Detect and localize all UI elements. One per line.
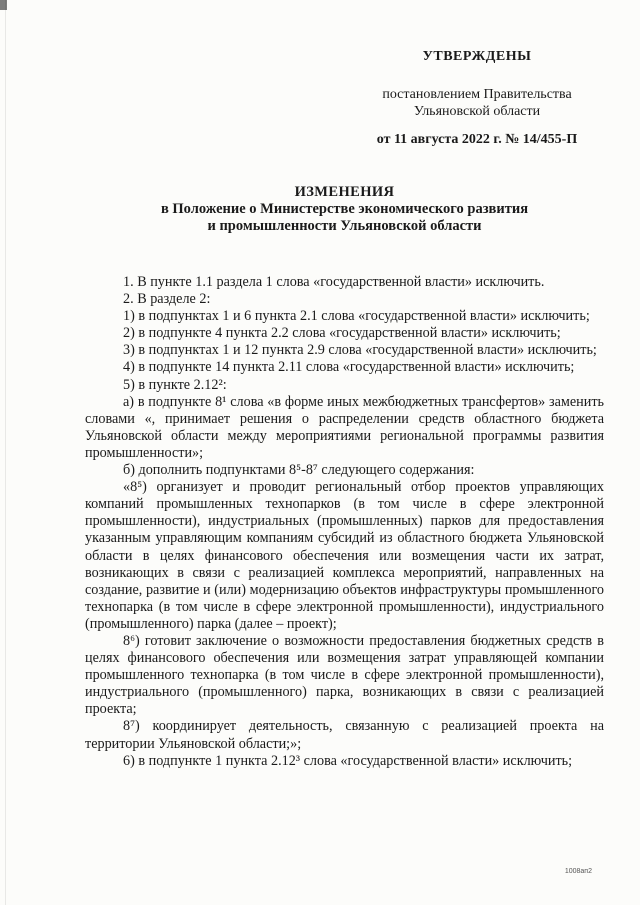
paragraph-subpoint-8-5: «8⁵) организует и проводит региональный отбор проектов управляющих компаний промышленных технопарков (в том числе в сфере электронной промышленности), индустриальных (промышленных) парков для предоставления указанным управляющим компаниям субсидий из областного бюджета Ульяновской области в целях финансового обеспечения или возмещения части их затрат, возникающих в связи с реализацией комплекса мероприятий, направленных на создание, развитие и (или) модернизацию объектов инфраструктуры промышленного технопарка (в том числе в сфере электронной промышленности), индустриального (промышленного) парка (далее – проект); <box>85 479 604 632</box>
scan-corner-artifact <box>0 0 7 10</box>
resolution-date-number: от 11 августа 2022 г. № 14/455-П <box>376 132 578 147</box>
paragraph-2-sub-3: 3) в подпунктах 1 и 12 пункта 2.9 слова «государственной власти» исключить; <box>123 342 597 359</box>
document-body <box>85 274 604 770</box>
footer-document-code: 1008ап2 <box>564 868 592 875</box>
approval-header <box>352 48 602 148</box>
paragraph-2-sub-1: 1) в подпунктах 1 и 6 пункта 2.1 слова «государственной власти» исключить; <box>123 308 590 325</box>
document-title <box>85 184 604 235</box>
title-line-3: и промышленности Ульяновской области <box>207 218 482 234</box>
paragraph-2-sub-2: 2) в подпункте 4 пункта 2.2 слова «государственной власти» исключить; <box>123 325 561 342</box>
paragraph-2-sub-5-b: б) дополнить подпунктами 8⁵-8⁷ следующего содержания: <box>123 462 475 479</box>
title-line-2: в Положение о Министерстве экономического развития <box>160 201 529 217</box>
paragraph-2-sub-5-a: а) в подпункте 8¹ слова «в форме иных межбюджетных трансфертов» заменить словами «, принимает решения о распределении средств областного бюджета Ульяновской области между мероприятиями региональной программы развития промышленности»; <box>85 393 604 461</box>
paragraph-2: 2. В разделе 2: <box>123 291 211 308</box>
paragraph-2-sub-6: 6) в подпункте 1 пункта 2.12³ слова «государственной власти» исключить; <box>123 752 573 769</box>
scan-edge-artifact <box>5 0 6 905</box>
paragraph-subpoint-8-7: 8⁷) координирует деятельность, связанную с реализацией проекта на территории Ульяновской области;»; <box>85 718 604 752</box>
paragraph-2-sub-4: 4) в подпункте 14 пункта 2.11 слова «государственной власти» исключить; <box>123 359 575 376</box>
paragraph-1: 1. В пункте 1.1 раздела 1 слова «государственной власти» исключить. <box>123 274 545 290</box>
approved-label: УТВЕРЖДЕНЫ <box>422 49 532 64</box>
paragraph-2-sub-5: 5) в пункте 2.12²: <box>123 376 227 393</box>
resolution-line-2: Ульяновской области <box>413 104 541 119</box>
resolution-line-1: постановлением Правительства <box>382 87 572 102</box>
title-word-izmeneniya: ИЗМЕНЕНИЯ <box>294 184 395 200</box>
paragraph-subpoint-8-6: 8⁶) готовит заключение о возможности предоставления бюджетных средств в целях финансового обеспечения или возмещения затрат управляющей компании промышленного технопарка (в том числе в сфере электронной промышленности), индустриального (промышленного) парка, возникающих в связи с реализацией проекта; <box>85 632 604 718</box>
